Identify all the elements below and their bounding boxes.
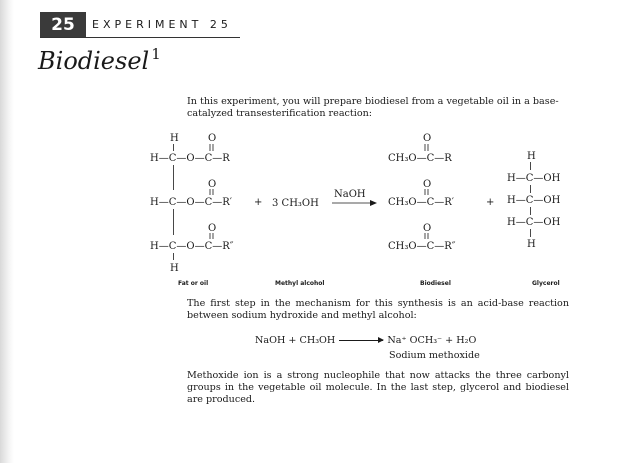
ester-row-3: CH₃O—C—R″ <box>388 241 456 252</box>
caption-biodiesel: Biodiesel <box>420 280 451 287</box>
biodiesel-structure <box>388 133 456 252</box>
ester-carbonyl-o-3: O <box>423 223 432 234</box>
glycerol-row-3: H—C—OH <box>507 217 561 228</box>
carbonyl-o-2: O <box>208 179 217 190</box>
paragraph-mechanism: The first step in the mechanism for this synthesis is an acid-base reaction between sodium hydroxide and methyl alcohol: <box>187 298 569 321</box>
plus-sign-1: + <box>254 197 263 208</box>
triglyceride-row-1: H—C—O—C—R <box>150 153 230 164</box>
methoxide-equation <box>255 335 476 346</box>
caption-glycerol: Glycerol <box>532 280 560 287</box>
triglyceride-top-h: H <box>170 133 179 144</box>
carbonyl-o-3: O <box>208 223 217 234</box>
catalyst-label: NaOH <box>334 189 366 200</box>
caption-methyl-alcohol: Methyl alcohol <box>275 280 325 287</box>
equation-arrow <box>339 340 383 341</box>
triglyceride-structure <box>150 133 234 274</box>
header-rule <box>40 37 240 38</box>
triglyceride-row-3: H—C—O—C—R″ <box>150 241 234 252</box>
glycerol-row-2: H—C—OH <box>507 195 561 206</box>
paragraph-nucleophile: Methoxide ion is a strong nucleophile that now attacks the three carbonyl groups in the vegetable oil molecule. In the last step, glycerol and biodiesel are produced. <box>187 370 569 405</box>
glycerol-structure <box>507 151 561 250</box>
ester-carbonyl-o-1: O <box>423 133 432 144</box>
page-title <box>38 45 161 75</box>
experiment-label: EXPERIMENT 25 <box>92 18 232 31</box>
equation-caption: Sodium methoxide <box>389 350 480 361</box>
triglyceride-row-2: H—C—O—C—R′ <box>150 197 233 208</box>
plus-sign-2: + <box>486 197 495 208</box>
ester-row-2: CH₃O—C—R′ <box>388 197 455 208</box>
triglyceride-bottom-h: H <box>170 263 179 274</box>
intro-text: In this experiment, you will prepare biodiesel from a vegetable oil in a base-catalyzed transesterification reaction: <box>187 96 559 119</box>
equation-right: Na⁺ OCH₃⁻ + H₂O <box>387 335 477 346</box>
caption-fat-or-oil: Fat or oil <box>178 280 209 287</box>
methanol-reactant: 3 CH₃OH <box>272 198 319 209</box>
ester-carbonyl-o-2: O <box>423 179 432 190</box>
glycerol-top-h: H <box>527 151 536 162</box>
chapter-number-badge: 25 <box>40 12 86 38</box>
title-text: Biodiesel <box>38 47 150 75</box>
carbonyl-o-1: O <box>208 133 217 144</box>
reaction-scheme <box>0 125 626 295</box>
footnote-marker: 1 <box>151 45 161 63</box>
reaction-arrow-head <box>370 200 377 206</box>
glycerol-row-1: H—C—OH <box>507 173 561 184</box>
equation-left: NaOH + CH₃OH <box>255 335 336 346</box>
glycerol-bottom-h: H <box>527 239 536 250</box>
ester-row-1: CH₃O—C—R <box>388 153 452 164</box>
